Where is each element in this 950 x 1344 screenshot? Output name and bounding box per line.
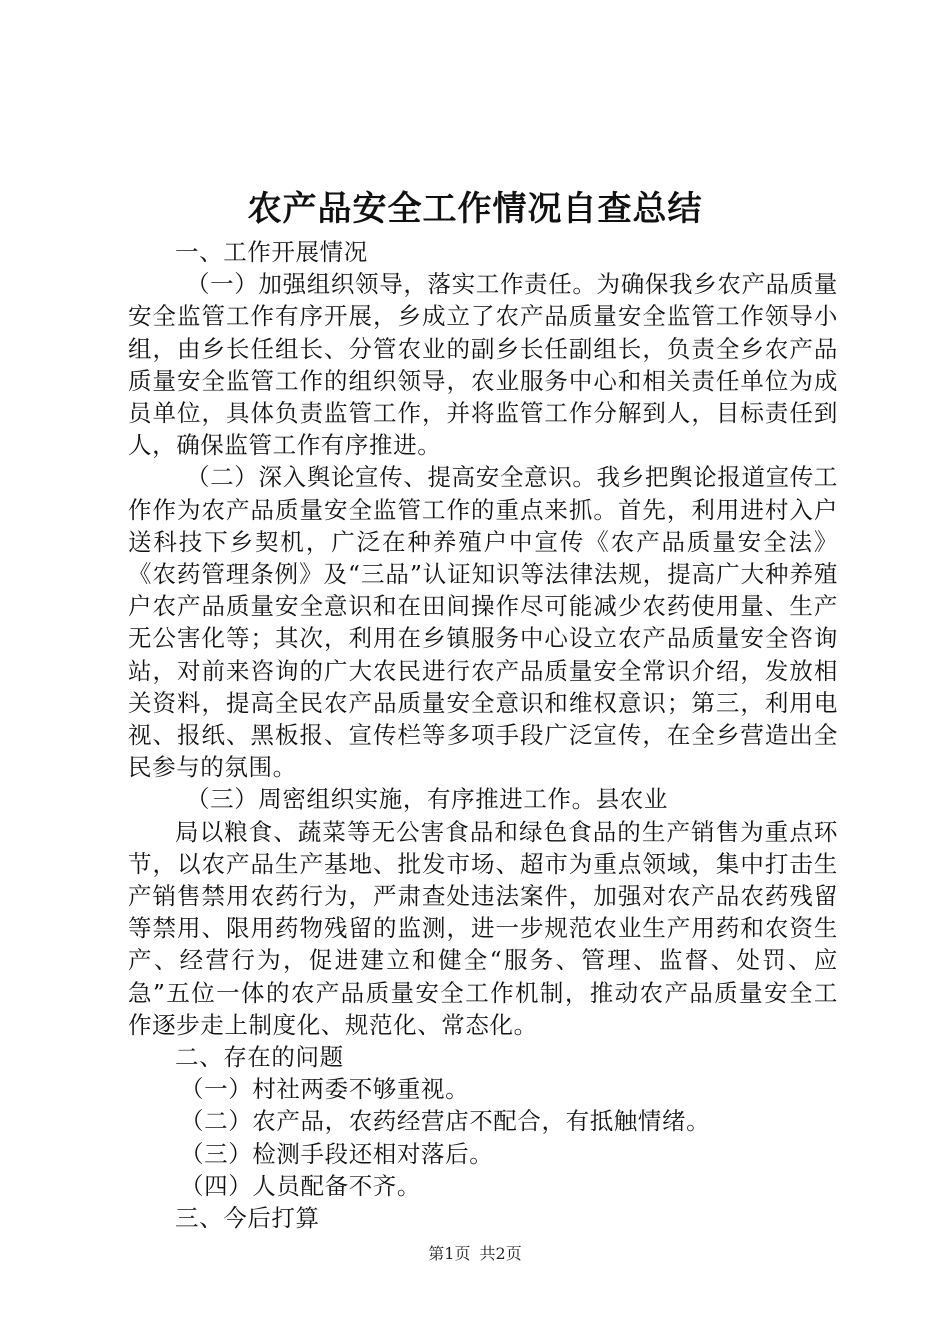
page-footer — [0, 1243, 950, 1265]
paragraph-organization: （一）加强组织领导，落实工作责任。为确保我乡农产品质量安全监管工作有序开展，乡成立了农产品质量安全监管工作领导小组，由乡长任组长、分管农业的副乡长任副组长，负责全乡农产品质量安全监管工作的组织领导，农业服务中心和相关责任单位为成员单位，具体负责监管工作，并将监管工作分解到人，目标责任到人，确保监管工作有序推进。 — [128, 270, 838, 460]
page-total: 共2页 — [479, 1244, 522, 1263]
section-heading-work-status: 一、工作开展情况 — [175, 238, 368, 266]
paragraph-publicity: （二）深入舆论宣传、提高安全意识。我乡把舆论报道宣传工作作为农产品质量安全监管工作的重点来抓。首先，利用进村入户送科技下乡契机，广泛在种养殖户中宣传《农产品质量安全法》《农药管理条例》及“三品”认证知识等法律法规，提高广大种养殖户农产品质量安全意识和在田间操作尽可能减少农药使用量、生产无公害化等；其次，利用在乡镇服务中心设立农产品质量安全咨询站，对前来咨询的广大农民进行农产品质量安全常识介绍，发放相关资料，提高全民农产品质量安全意识和维权意识；第三，利用电视、报纸、黑板报、宣传栏等多项手段广泛宣传，在全乡营造出全民参与的氛围。 — [128, 463, 838, 782]
paragraph-implementation-continued: 局以粮食、蔬菜等无公害食品和绿色食品的生产销售为重点环节，以农产品生产基地、批发市场、超市为重点领域，集中打击生产销售禁用农药行为，严肃查处违法案件，加强对农产品农药残留等禁用、限用药物残留的监测，进一步规范农业生产用药和农资生产、经营行为，促进建立和健全“服务、管理、监督、处罚、应急”五位一体的农产品质量安全工作机制，推动农产品质量安全工作逐步走上制度化、规范化、常态化。 — [128, 817, 838, 1039]
section-heading-problems: 二、存在的问题 — [175, 1043, 344, 1072]
problem-item: （四）人员配备不齐。 — [180, 1171, 421, 1200]
paragraph-implementation: （三）周密组织实施，有序推进工作。县农业 — [186, 785, 668, 814]
problem-item: （一）村社两委不够重视。 — [180, 1075, 470, 1104]
problem-item: （三）检测手段还相对落后。 — [180, 1139, 494, 1168]
problem-item: （二）农产品，农药经营店不配合，有抵触情绪。 — [180, 1107, 711, 1136]
section-heading-future-plans: 三、今后打算 — [175, 1204, 320, 1233]
document-body — [128, 236, 838, 1234]
page-number: 第1页 — [428, 1244, 471, 1263]
document-title: 农产品安全工作情况自查总结 — [247, 189, 703, 229]
